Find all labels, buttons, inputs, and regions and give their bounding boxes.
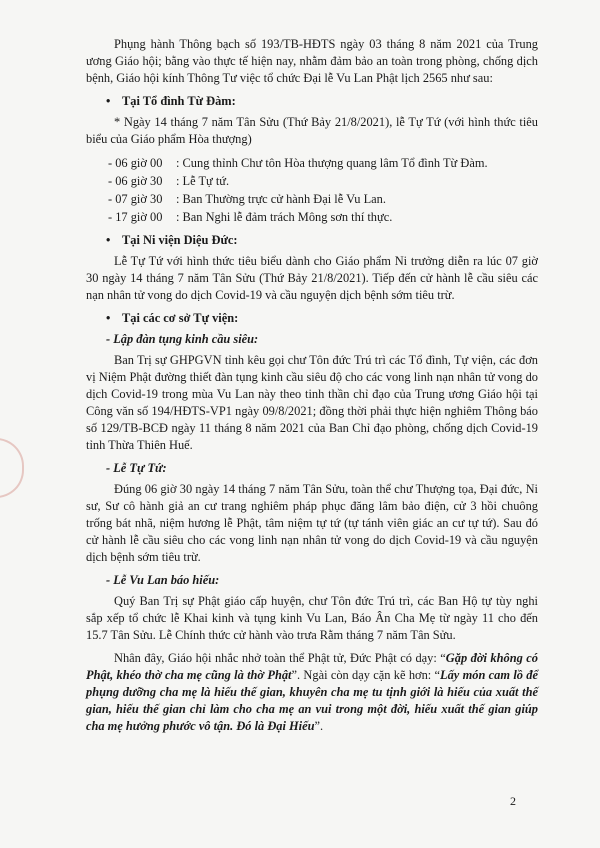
intro-paragraph: Phụng hành Thông bạch số 193/TB-HĐTS ngày 03 tháng 8 năm 2021 của Trung ương Giáo hội; bằng vào thực tế hiện nay, nhằm đảm bảo an toàn trong phòng, chống dịch bệnh, Giáo hội kính Thông Tư việc tổ chức Đại lễ Vu Lan Phật lịch 2565 như sau: [86,37,538,85]
bullet-icon: • [106,233,111,247]
subheading-vu-lan: - Lễ Vu Lan báo hiếu: [106,573,220,587]
subheading-cau-sieu: - Lập đàn tụng kinh cầu siêu: [106,332,259,346]
section-dieu-duc-paragraph: Lễ Tự Tứ với hình thức tiêu biểu dành cho Giáo phẩm Ni trưởng diễn ra lúc 07 giờ 30 ngày 14 tháng 7 năm Tân Sửu (Thứ Bảy 21/8/2021). Tiếp đến cử hành lễ cầu siêu các nạn nhân tử vong do dịch Covid-19 và cầu nguyện dịch bệnh sớm tiêu trừ. [86,254,538,302]
schedule-row [108,172,538,190]
subheading-tu-tu: - Lễ Tự Tứ: [106,461,167,475]
bullet-icon: • [106,94,111,108]
schedule-time: - 06 giờ 00 [108,156,163,170]
schedule-row [108,208,538,226]
schedule-time: - 06 giờ 30 [108,174,163,188]
stamp-mark [0,438,24,498]
section-heading-dieu-duc: • Tại Ni viện Diệu Đức: [106,233,238,247]
buddha-quote-1: Gặp đời không có Phật, khéo thờ cha mẹ cũng là thờ Phật [86,651,538,682]
schedule-list [108,154,538,226]
vu-lan-paragraph: Quý Ban Trị sự Phật giáo cấp huyện, chư Tôn đức Trú trì, các Ban Hộ tự tùy nghi sắp xếp tổ chức lễ Khai kinh và tụng kinh Vu Lan, Báo Ân Cha Mẹ từ ngày 11 cho đến 15.7 Tân Sửu. Lễ Chính thức cử hành vào trưa Rằm tháng 7 năm Tân Sửu. [86,594,538,642]
section-tu-dam-paragraph: * Ngày 14 tháng 7 năm Tân Sửu (Thứ Bảy 21/8/2021), lễ Tự Tứ (với hình thức tiêu biểu của Giáo phẩm Hòa thượng) [86,115,538,146]
section-heading-tu-vien: • Tại các cơ sở Tự viện: [106,311,239,325]
page-number: 2 [510,794,516,808]
schedule-text: : Lễ Tự tứ. [176,174,230,188]
document-body [86,36,538,741]
buddha-quote-2: Lấy món cam lồ để phụng dưỡng cha mẹ là hiếu thế gian, khuyên cha mẹ tu tịnh giới là hiếu của xuất thế gian, hiếu thế gian chỉ làm cho cha mẹ an vui trong một đời, hiếu xuất thế gian giúp cha mẹ hưởng phước vô tận. Đó là Đại Hiếu [86,668,538,733]
schedule-text: : Ban Nghi lễ đảm trách Mông sơn thí thực. [176,210,393,224]
schedule-text: : Cung thỉnh Chư tôn Hòa thượng quang lâm Tổ đình Từ Đàm. [176,156,488,170]
tu-tu-paragraph: Đúng 06 giờ 30 ngày 14 tháng 7 năm Tân Sửu, toàn thể chư Thượng tọa, Đại đức, Ni sư, Sư cô hành giả an cư trang nghiêm pháp phục đăng lâm bảo điện, cử 3 hồi chuông trống bát nhã, niệm hương lễ Phật, tâm niệm tự tứ (tự tánh viên giác an cư tự tứ). Sau đó cử hành lễ cầu siêu cho các vong linh nạn nhân tử vong do dịch Covid-19 và cầu nguyện dịch bệnh sớm tiêu trừ. [86,482,538,564]
cau-sieu-paragraph: Ban Trị sự GHPGVN tỉnh kêu gọi chư Tôn đức Trú trì các Tổ đình, Tự viện, các đơn vị Niệm Phật đường thiết đàn tụng kinh cầu siêu độ cho các vong linh nạn nhân tử vong do dịch Covid-19 trong mùa Vu Lan này theo tinh thần chỉ đạo của Trung ương Giáo hội tại Công văn số 194/HĐTS-VP1 ngày 09/8/2021; đồng thời phải thực hiện nghiêm Thông báo số 129/TB-BCĐ ngày 11 tháng 8 năm 2021 của Ban Chỉ đạo phòng, chống dịch Covid-19 tỉnh Thừa Thiên Huế. [86,353,538,452]
schedule-time: - 17 giờ 00 [108,210,163,224]
section-heading-tu-dam: • Tại Tổ đình Từ Đàm: [106,94,236,108]
closing-paragraph: Nhân đây, Giáo hội nhắc nhở toàn thể Phật tử, Đức Phật có dạy: “Gặp đời không có Phật, khéo thờ cha mẹ cũng là thờ Phật”. Ngài còn dạy cặn kẽ hơn: “Lấy món cam lồ để phụng dưỡng cha mẹ là hiếu thế gian, khuyên cha mẹ tu tịnh giới là hiếu của xuất thế gian, hiếu thế gian chỉ làm cho cha mẹ an vui trong một đời, hiếu xuất thế gian giúp cha mẹ hưởng phước vô tận. Đó là Đại Hiếu”. [86,651,538,733]
schedule-row [108,190,538,208]
schedule-text: : Ban Thường trực cử hành Đại lễ Vu Lan. [176,192,386,206]
bullet-icon: • [106,311,111,325]
schedule-time: - 07 giờ 30 [108,192,163,206]
schedule-row [108,154,538,172]
